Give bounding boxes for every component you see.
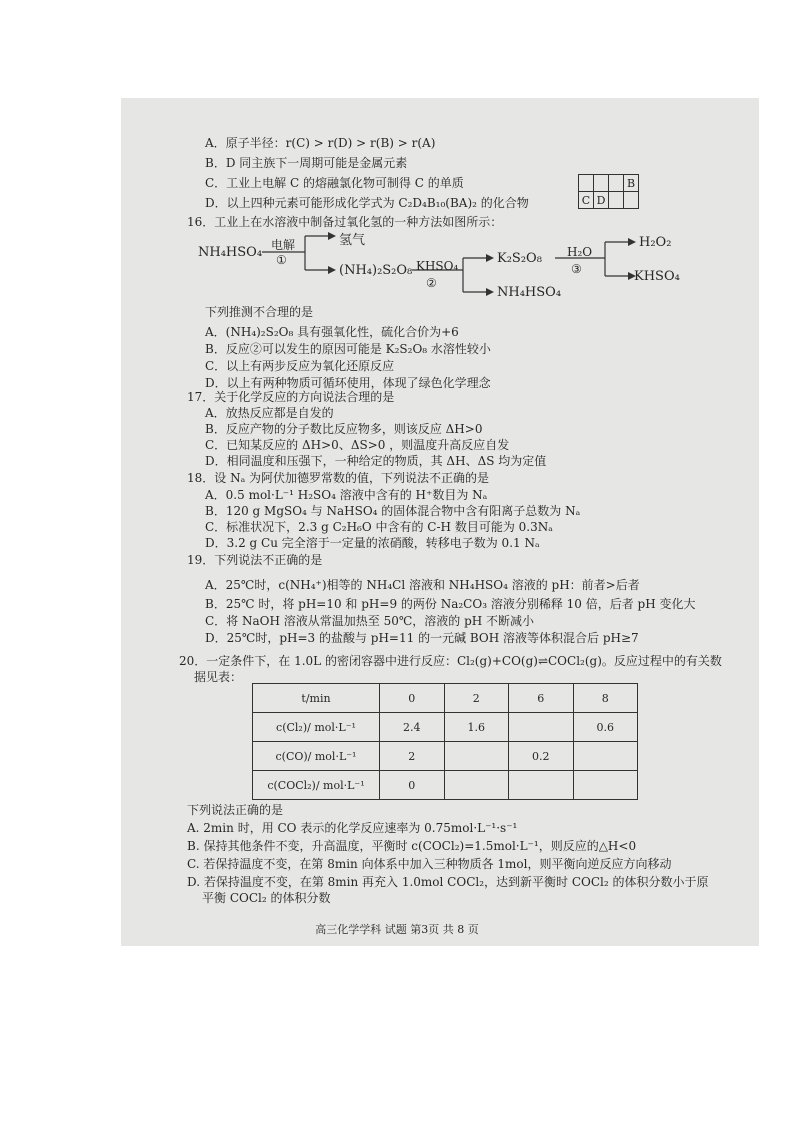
table-cell [444, 742, 509, 771]
table-header-cell: 0 [380, 684, 445, 713]
q19-stem: 19．下列说法不正确的是 [187, 553, 323, 567]
q17-option-d: D．相同温度和压强下，一种给定的物质，其 ΔH、ΔS 均为定值 [205, 454, 547, 468]
q18-option-c: C．标准状况下，2.3 g C₂H₆O 中含有的 C-H 数目可能为 0.3Nₐ [205, 520, 553, 534]
table-row-label: c(Cl₂)/ mol·L⁻¹ [253, 713, 380, 742]
q15-option-b: B．D 同主族下一周期可能是金属元素 [205, 156, 408, 170]
q17-option-b: B．反应产物的分子数比反应物多，则该反应 ΔH>0 [205, 422, 483, 436]
table-header-cell: 2 [444, 684, 509, 713]
q20-option-d-continued: 平衡 COCl₂ 的体积分数 [202, 891, 331, 905]
flow-product-hydrogen: 氢气 [339, 233, 366, 248]
table-cell [509, 713, 574, 742]
table-cell: 0.6 [573, 713, 638, 742]
q20-stem-line2: 据见表： [194, 670, 243, 684]
table-cell [509, 771, 574, 800]
flow-product-h2o2: H₂O₂ [639, 235, 672, 250]
q18-option-d: D．3.2 g Cu 完全溶于一定量的浓硝酸，转移电子数为 0.1 Nₐ [205, 536, 540, 550]
table-cell: 2.4 [380, 713, 445, 742]
flow-step2-label: KHSO₄ [416, 259, 459, 273]
q17-option-c: C．已知某反应的 ΔH>0、ΔS>0 ，则温度升高反应自发 [205, 438, 510, 452]
table-cell [573, 742, 638, 771]
q20-option-b: B. 保持其他条件不变，升高温度，平衡时 c(COCl₂)=1.5mol·L⁻¹，则反应的△H<0 [187, 839, 637, 853]
q18-stem: 18．设 Nₐ 为阿伏加德罗常数的值，下列说法不正确的是 [187, 471, 490, 485]
table-row-label: c(COCl₂)/ mol·L⁻¹ [253, 771, 380, 800]
q18-option-a: A．0.5 mol·L⁻¹ H₂SO₄ 溶液中含有的 H⁺数目为 Nₐ [205, 488, 488, 502]
table-header-cell: 6 [509, 684, 574, 713]
q20-prompt: 下列说法正确的是 [187, 803, 284, 817]
q17-option-a: A．放热反应都是自发的 [205, 406, 334, 420]
flow-step3-number: ③ [571, 262, 582, 276]
flow-product-nh4hso4: NH₄HSO₄ [497, 285, 562, 300]
q20-stem-line1: 20．一定条件下，在 1.0L 的密闭容器中进行反应：Cl₂(g)+CO(g)⇌COCl₂(g)。反应过程中的有关数 [179, 654, 722, 668]
q17-stem: 17．关于化学反应的方向说法合理的是 [187, 390, 395, 404]
table-row-label: c(CO)/ mol·L⁻¹ [253, 742, 380, 771]
q15-option-d: D．以上四种元素可能形成化学式为 C₂D₄B₁₀(BA)₂ 的化合物 [205, 196, 529, 210]
table-header-cell: t/min [253, 684, 380, 713]
flow-product-persulfate: (NH₄)₂S₂O₈ [339, 263, 413, 278]
q19-option-b: B．25℃ 时，将 pH=10 和 pH=9 的两份 Na₂CO₃ 溶液分别稀释 10 倍，后者 pH 变化大 [205, 597, 696, 611]
q15-option-c: C．工业上电解 C 的熔融氯化物可制得 C 的单质 [205, 176, 464, 190]
q20-data-table [252, 683, 638, 800]
table-cell: 1.6 [444, 713, 509, 742]
flow-start: NH₄HSO₄ [198, 245, 263, 260]
q16-prompt: 下列推测不合理的是 [205, 305, 314, 319]
q16-option-c: C．以上有两步反应为氧化还原反应 [205, 359, 395, 373]
flow-step1-number: ① [276, 253, 287, 267]
table-cell [444, 771, 509, 800]
q18-option-b: B．120 g MgSO₄ 与 NaHSO₄ 的固体混合物中含有阳离子总数为 Nₐ [205, 504, 581, 518]
q19-option-c: C．将 NaOH 溶液从常温加热至 50℃，溶液的 pH 不断减小 [205, 614, 535, 628]
grid-cell: D [594, 192, 609, 209]
table-cell: 2 [380, 742, 445, 771]
flow-step3-label: H₂O [567, 245, 593, 259]
page-footer: 高三化学学科 试题 第3页 共 8 页 [315, 923, 479, 936]
q16-stem: 16．工业上在水溶液中制备过氧化氢的一种方法如图所示： [187, 215, 503, 229]
q20-option-c: C. 若保持温度不变，在第 8min 向体系中加入三种物质各 1mol，则平衡向逆反应方向移动 [187, 857, 672, 871]
q20-option-a: A. 2min 时，用 CO 表示的化学反应速率为 0.75mol·L⁻¹·s⁻¹ [187, 821, 518, 835]
table-cell: 0 [380, 771, 445, 800]
grid-cell: C [579, 192, 594, 209]
q16-option-b: B．反应②可以发生的原因可能是 K₂S₂O₈ 水溶性较小 [205, 342, 491, 356]
table-header-cell: 8 [573, 684, 638, 713]
q15-option-a: A．原子半径：r(C) > r(D) > r(B) > r(A) [205, 136, 436, 150]
flow-product-khso4: KHSO₄ [634, 269, 680, 284]
flow-product-k2s2o8: K₂S₂O₈ [497, 251, 542, 266]
flow-step2-number: ② [426, 276, 437, 290]
table-cell [573, 771, 638, 800]
q16-option-d: D．以上有两种物质可循环使用，体现了绿色化学理念 [205, 376, 491, 390]
q20-option-d: D. 若保持温度不变，在第 8min 再充入 1.0mol COCl₂，达到新平衡时 COCl₂ 的体积分数小于原 [187, 875, 709, 889]
flow-step1-label: 电解 [271, 238, 296, 252]
q16-option-a: A．(NH₄)₂S₂O₈ 具有强氧化性，硫化合价为+6 [205, 325, 459, 339]
q19-option-a: A．25℃时，c(NH₄⁺)相等的 NH₄Cl 溶液和 NH₄HSO₄ 溶液的 pH：前者>后者 [205, 578, 640, 592]
q19-option-d: D．25℃时，pH=3 的盐酸与 pH=11 的一元碱 BOH 溶液等体积混合后 pH≥7 [205, 631, 639, 645]
table-cell: 0.2 [509, 742, 574, 771]
grid-cell: B [624, 175, 639, 192]
